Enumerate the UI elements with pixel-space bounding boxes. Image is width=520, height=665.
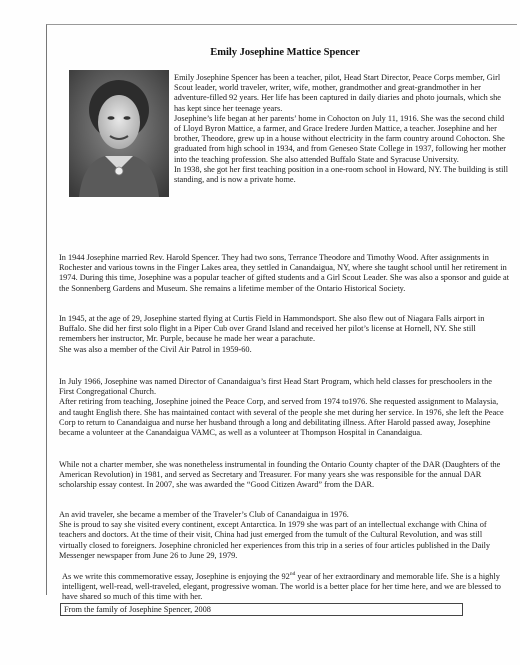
closing-text-end: year of her extraordinary and memorable life. She is a highly intelligent, well-read, well-traveled, elegant, progressive woman. The world is a better place for her time here, and we are blessed to have shared so much of this time with her. — [62, 572, 501, 602]
ordinal-suffix: nd — [289, 571, 296, 578]
paragraph-headstart — [59, 377, 509, 438]
paragraph-marriage: In 1944 Josephine married Rev. Harold Spencer. They had two sons, Terrance Theodore and Timothy Wood. After assignments in Rochester and various towns in the Finger Lakes area, they settled in Canandaigua, NY, where she taught school until her retirement in 1974. During this time, Josephine was a popular teacher of gifted students and a Girl Scout Leader. She was also a sponsor and guide at the Sonnenberg Gardens and Museum. She remains a lifetime member of the Ontario Historical Society. — [59, 253, 510, 293]
paragraph-line: In July 1966, Josephine was named Director of Canandaigua’s first Head Start Program, which held classes for preschoolers in the First Congregational Church. — [59, 377, 492, 397]
document-title: Emily Josephine Mattice Spencer — [210, 47, 360, 58]
intro-paragraph: Josephine’s life began at her parents’ home in Cohocton on July 11, 1916. She was the second child of Lloyd Byron Mattice, a farmer, and Grace Iredere Jurden Mattice, a teacher. Josephine and her brother, Theodore, grew up in a house without electricity in the farm country around Cohocton. She graduated from high school in 1934, and from Geneseo State College in 1937, following her mother into the teaching profession. She also attended Buffalo State and Syracuse University. — [174, 113, 507, 164]
paragraph-line: In 1945, at the age of 29, Josephine started flying at Curtis Field in Hammondsport. She also flew out of Niagara Falls airport in Buffalo. She did her first solo flight in a Piper Cub over Grand Island and received her pilot’s license at Hornell, NY. She still remembers her instructor, Mr. Purple, because he made her wear a parachute. — [59, 314, 485, 344]
intro-paragraph: Emily Josephine Spencer has been a teacher, pilot, Head Start Director, Peace Corps member, Girl Scout leader, world traveler, writer, wife, mother, grandmother and great-grandmother in her adventure-filled 92 years. Her life has been captured in daily diaries and photo journals, which she has kept since her teenage years. — [174, 73, 501, 113]
paragraph-travel — [59, 510, 509, 561]
paragraph-line: After retiring from teaching, Josephine joined the Peace Corp, and served from 1974 to1976. She requested assignment to Malaysia, and taught English there. She has maintained contact with several of the people she met during her service. In 1976, she left the Peace Corp to return to Canandaigua and nurse her husband through a long and debilitating illness. After Harold passed away, Josephine became a volunteer at the Canandaigua VAMC, as well as a volunteer at Thompson Hospital in Canandaigua. — [59, 397, 504, 438]
intro-text — [174, 73, 509, 185]
paragraph-line: She was also a member of the Civil Air Patrol in 1959-60. — [59, 344, 252, 354]
paragraph-line: An avid traveler, she became a member of the Traveler’s Club of Canandaigua in 1976. — [59, 510, 349, 519]
paragraph-line: She is proud to say she visited every continent, except Antarctica. In 1979 she was part of an intellectual exchange with China of teachers and doctors. At the time of their visit, China had just emerged from the tumult of the Cultural Revolution, and was still virtually closed to foreigners. Josephine chronicled her experiences from this trip in a series of four articles published in the Daily Messenger newspaper from June 26 to June 29, 1979. — [59, 520, 491, 560]
paragraph-closing — [59, 572, 509, 603]
footer-caption-box: From the family of Josephine Spencer, 2008 — [60, 603, 463, 616]
paragraph-flying — [59, 314, 509, 355]
paragraph-dar: While not a charter member, she was nonetheless instrumental in founding the Ontario County chapter of the DAR (Daughters of the American Revolution) in 1981, and served as Secretary and Treasurer. For many years she was responsible for the annual DAR scholarship essay contest. In 2007, she was awarded the “Good Citizen Award” from the DAR. — [59, 460, 501, 490]
portrait-photo — [69, 70, 169, 197]
closing-text-start: As we write this commemorative essay, Josephine is enjoying the 92 — [62, 572, 290, 581]
intro-paragraph: In 1938, she got her first teaching position in a one-room school in Howard, NY. The building is still standing, and is now a private home. — [174, 164, 509, 185]
